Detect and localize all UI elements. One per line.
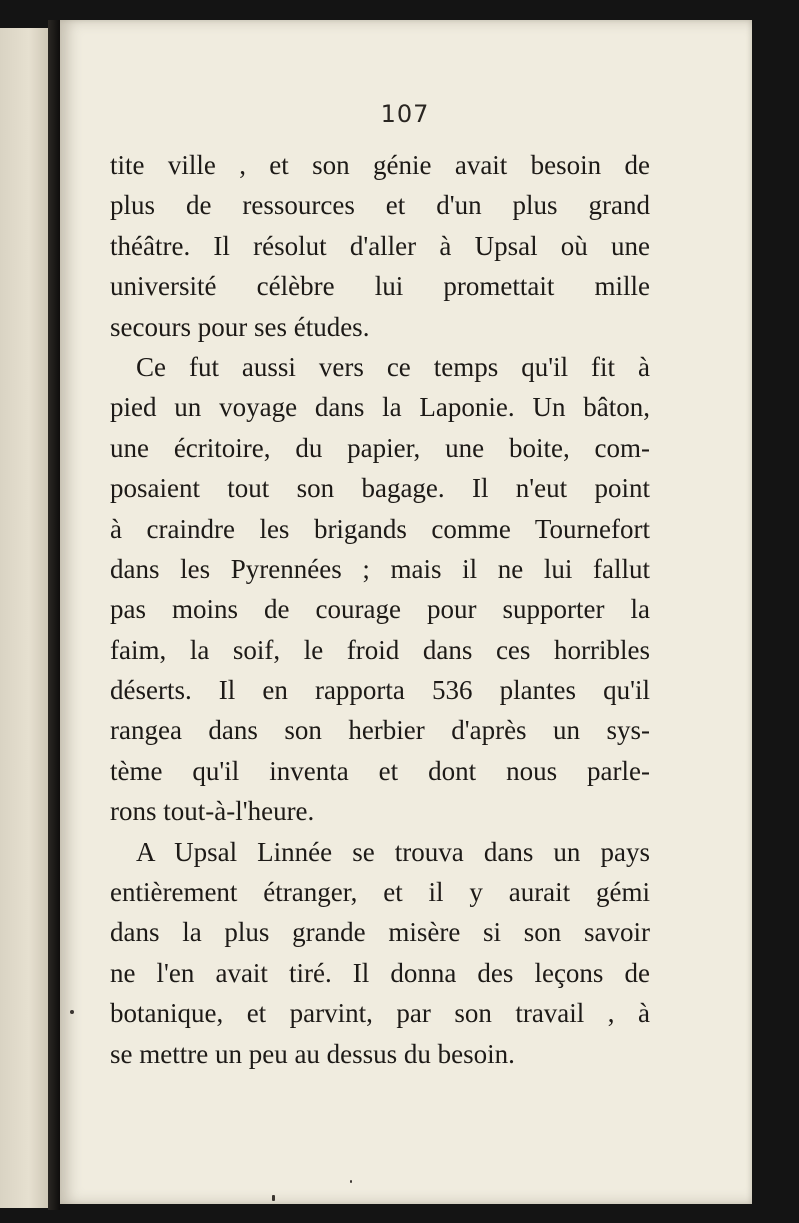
page-number: 107: [380, 100, 430, 128]
text-line: Ce fut aussi vers ce temps qu'il fit à: [136, 351, 650, 382]
book-page: [60, 20, 752, 1204]
text-line: tème qu'il inventa et dont nous parle-: [110, 755, 650, 786]
previous-page-edge: [0, 28, 50, 1208]
text-line: entièrement étranger, et il y aurait gémi: [110, 877, 650, 908]
text-line: posaient tout son bagage. Il n'eut point: [110, 473, 650, 504]
paper-speck: [272, 1195, 275, 1201]
text-line: tite ville , et son génie avait besoin de: [110, 150, 650, 180]
text-line: pied un voyage dans la Laponie. Un bâton,: [110, 392, 650, 423]
text-line: A Upsal Linnée se trouva dans un pays: [136, 836, 650, 867]
text-line: dans la plus grande misère si son savoir: [110, 917, 650, 948]
text-line: pas moins de courage pour supporter la: [110, 594, 650, 625]
text-line: se mettre un peu au dessus du besoin.: [110, 1038, 515, 1069]
book-gutter: [48, 20, 60, 1210]
text-line: rons tout-à-l'heure.: [110, 796, 315, 827]
text-line: plus de ressources et d'un plus grand: [110, 190, 650, 221]
text-line: rangea dans son herbier d'après un sys-: [110, 715, 650, 746]
page-text: [110, 145, 650, 1074]
paper-speck: [350, 1180, 352, 1183]
text-line: botanique, et parvint, par son travail , à: [110, 998, 650, 1029]
text-line: université célèbre lui promettait mille: [110, 271, 650, 302]
text-line: une écritoire, du papier, une boite, com-: [110, 432, 650, 463]
text-line: faim, la soif, le froid dans ces horribles: [110, 634, 650, 665]
text-line: ne l'en avait tiré. Il donna des leçons de: [110, 957, 650, 988]
text-line: déserts. Il en rapporta 536 plantes qu'il: [110, 675, 650, 706]
text-line: à craindre les brigands comme Tournefort: [110, 513, 650, 544]
text-line: secours pour ses études.: [110, 311, 370, 342]
text-line: théâtre. Il résolut d'aller à Upsal où une: [110, 230, 650, 261]
paper-speck: [70, 1010, 74, 1014]
text-line: dans les Pyrennées ; mais il ne lui fallut: [110, 553, 650, 584]
